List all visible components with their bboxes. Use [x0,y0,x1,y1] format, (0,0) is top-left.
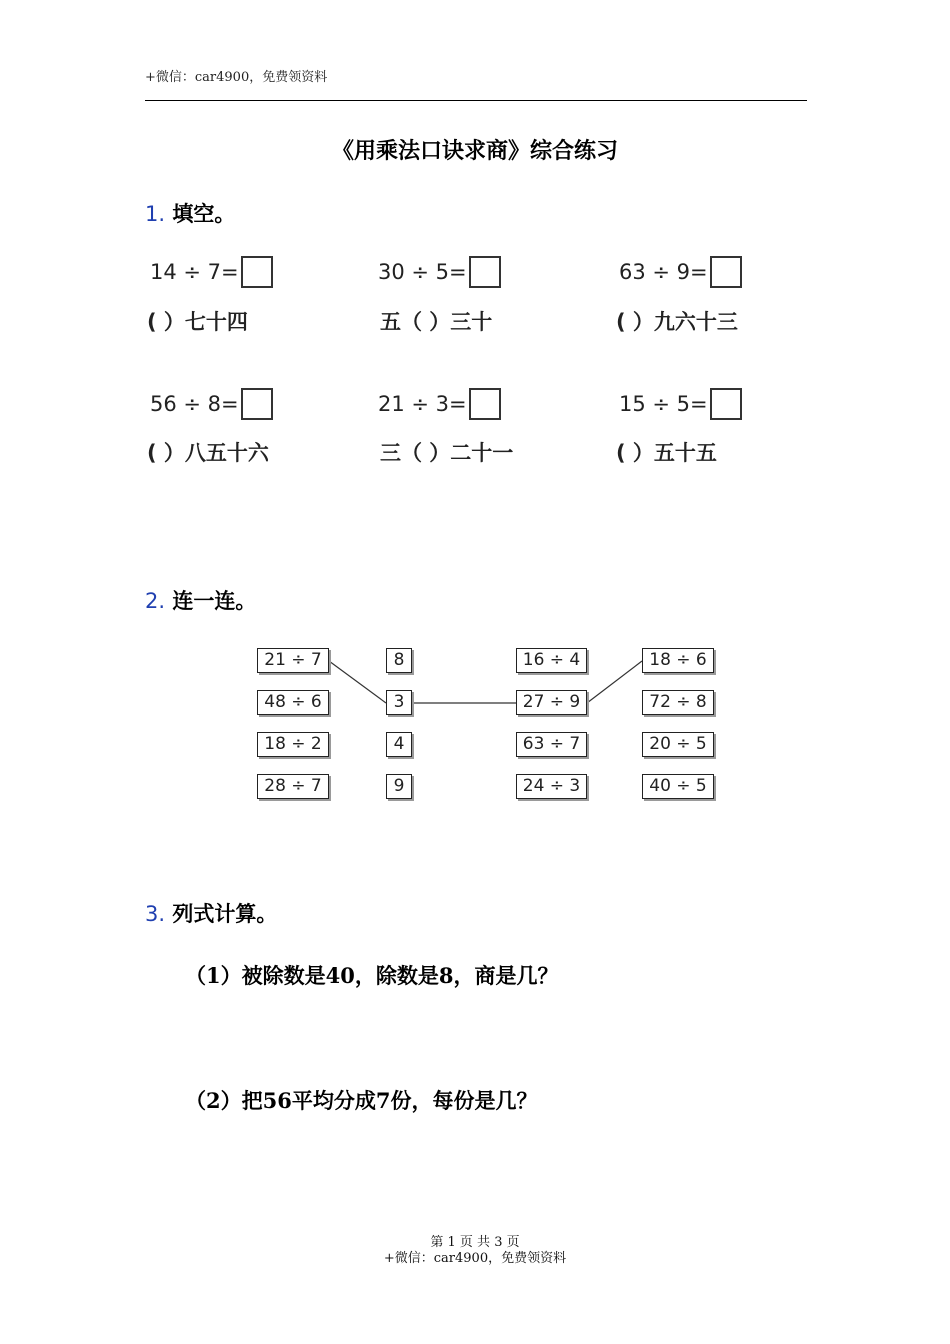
section-3-heading [145,898,277,928]
match-line [329,661,386,703]
matching-answer[interactable]: 9 [386,774,412,799]
section-2-title: 连一连。 [172,588,257,613]
question-2: （2）把56平均分成7份，每份是几？ [185,1088,538,1113]
matching-expression[interactable]: 27 ÷ 9 [516,690,587,715]
fill-rhyme: ( ）七十四 [147,310,248,334]
fill-rhyme: 三（ ）二十一 [380,441,514,465]
question-1: （1）被除数是40，除数是8，商是几？ [185,963,559,988]
matching-expression[interactable]: 63 ÷ 7 [516,732,587,757]
fill-rhyme: ( ）五十五 [616,441,717,465]
section-1-number: 1. [145,202,166,226]
matching-expression[interactable]: 24 ÷ 3 [516,774,587,799]
match-line [587,661,642,703]
matching-answer[interactable]: 8 [386,648,412,673]
fill-equation-text: 56 ÷ 8= [150,392,239,416]
section-3-title: 列式计算。 [172,901,278,926]
fill-rhyme: ( ）八五十六 [147,441,269,465]
matching-expression[interactable]: 20 ÷ 5 [642,732,714,757]
fill-equation-text: 63 ÷ 9= [619,260,708,284]
page-number: 第 1 页 共 3 页 [430,1235,520,1250]
matching-expression[interactable]: 16 ÷ 4 [516,648,587,673]
matching-answer[interactable]: 3 [386,690,412,715]
header-note: +微信：car4900，免费领资料 [145,70,328,85]
matching-answer[interactable]: 4 [386,732,412,757]
footer-note: +微信：car4900，免费领资料 [383,1251,567,1266]
section-3-number: 3. [145,902,166,926]
fill-rhyme: ( ）九六十三 [616,310,738,334]
fill-equation-text: 21 ÷ 3= [378,392,467,416]
matching-expression[interactable]: 28 ÷ 7 [257,774,329,799]
fill-equation-text: 15 ÷ 5= [619,392,708,416]
matching-expression[interactable]: 18 ÷ 2 [257,732,329,757]
section-1-title: 填空。 [172,201,236,226]
matching-expression[interactable]: 21 ÷ 7 [257,648,329,673]
matching-expression[interactable]: 40 ÷ 5 [642,774,714,799]
fill-equation-text: 30 ÷ 5= [378,260,467,284]
matching-expression[interactable]: 18 ÷ 6 [642,648,714,673]
page-title: 《用乘法口诀求商》综合练习 [331,138,618,164]
section-2-number: 2. [145,589,166,613]
fill-equation-text: 14 ÷ 7= [150,260,239,284]
fill-rhyme: 五（ ）三十 [380,310,493,334]
matching-expression[interactable]: 72 ÷ 8 [642,690,714,715]
matching-expression[interactable]: 48 ÷ 6 [257,690,329,715]
